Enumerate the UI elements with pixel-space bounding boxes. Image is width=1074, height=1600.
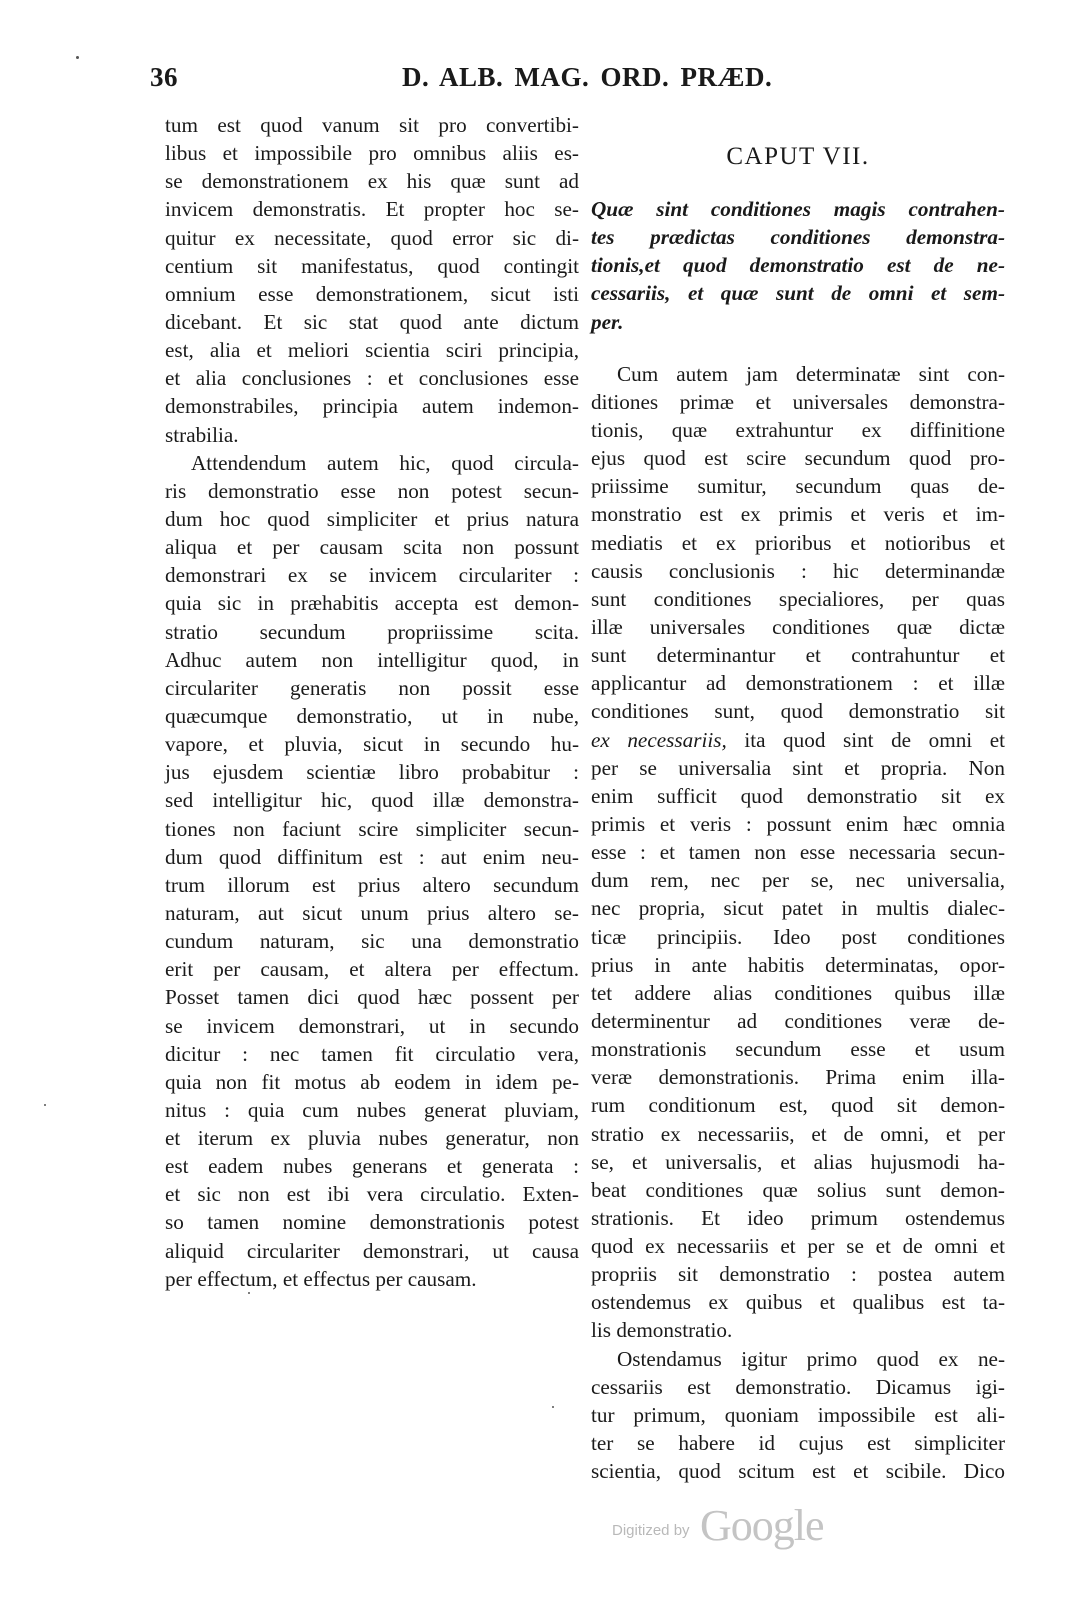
text-line: dicebant. Et sic stat quod ante dictum	[165, 309, 579, 334]
digitized-watermark	[612, 1500, 832, 1550]
text-line: scientia, quod scitum est et scibile. Dico	[591, 1459, 1005, 1484]
text-line: sed intelligitur hic, quod illæ demonstra-	[165, 788, 579, 813]
text-line: aliquid circulariter demonstrari, ut causa	[165, 1238, 579, 1263]
summary-line: Quæ sint conditiones magis contrahen-	[591, 197, 1005, 221]
scan-speck	[248, 1292, 250, 1294]
text-line: et sic non est ibi vera circulatio. Exten-	[165, 1182, 579, 1207]
text-line: illæ universales conditiones quæ dictæ	[591, 614, 1005, 639]
text-line: strabilia.	[165, 422, 239, 447]
text-line: Ostendamus igitur primo quod ex ne-	[617, 1346, 1005, 1371]
scan-speck	[552, 1406, 554, 1408]
google-logo: Google	[700, 1501, 824, 1550]
text-line: prius in ante habitis determinatas, opor-	[591, 952, 1005, 977]
text-line: tum est quod vanum sit pro convertibi-	[165, 113, 579, 137]
text-line: tur primum, quoniam impossibile est ali-	[591, 1402, 1005, 1427]
left-column	[165, 111, 579, 1293]
text-line: cessariis est demonstratio. Dicamus igi-	[591, 1374, 1005, 1399]
text-line: aliqua et per causam scita non possunt	[165, 535, 579, 560]
text-line: so tamen nomine demonstrationis potest	[165, 1210, 579, 1235]
text-line: conditiones sunt, quod demonstratio sit	[591, 699, 1005, 724]
text-line: quia sic in præhabitis accepta est demon-	[165, 591, 579, 616]
scan-speck	[44, 1104, 46, 1106]
text-line: nitus : quia cum nubes generat pluviam,	[165, 1097, 579, 1122]
text-line: priissime sumitur, secundum quas de-	[591, 474, 1005, 499]
text-line: tionis, quæ extrahuntur ex diffinitione	[591, 417, 1005, 442]
text-line: nec propria, sicut patet in multis dialec-	[591, 896, 1005, 921]
text-line: Adhuc autem non intelligitur quod, in	[165, 647, 579, 672]
text-line: quia non fit motus ab eodem in idem pe-	[165, 1069, 579, 1094]
watermark-prefix: Digitized by	[612, 1522, 690, 1539]
text-line: ejus quod est scire secundum quod pro-	[591, 446, 1005, 471]
text-line: quitur ex necessitate, quod error sic di-	[165, 225, 579, 250]
text-line: ris demonstratio esse non potest secun-	[165, 478, 579, 503]
text-line: Attendendum autem hic, quod circula-	[191, 450, 579, 475]
text-line: mediatis et ex prioribus et notioribus et	[591, 530, 1005, 555]
text-line: dum quod diffinitum est : aut enim neu-	[165, 844, 579, 869]
text-line: stratio ex necessariis, et de omni, et per	[591, 1121, 1005, 1146]
text-line: ostendemus ex quibus et qualibus est ta-	[591, 1290, 1005, 1315]
running-title: D. ALB. MAG. ORD. PRÆD.	[402, 62, 773, 92]
text-line: omnium esse demonstrationem, sicut isti	[165, 281, 579, 306]
text-line: demonstrabiles, principia autem indemon-	[165, 394, 579, 419]
text-line: beat conditiones quæ solius sunt demon-	[591, 1177, 1005, 1202]
text-line: est eadem nubes generans et generata :	[165, 1154, 579, 1179]
chapter-summary	[591, 195, 1005, 336]
text-line: veræ demonstrationis. Prima enim illa-	[591, 1065, 1005, 1090]
text-line: se, et universalis, et alias hujusmodi ha-	[591, 1149, 1005, 1174]
text-line: applicantur ad demonstrationem : et illæ	[591, 671, 1005, 696]
chapter-title: CAPUT VII.	[726, 143, 870, 170]
right-column	[591, 111, 1005, 1485]
text-line-with-italic	[591, 726, 1005, 754]
text-line: ticæ principiis. Ideo post conditiones	[591, 924, 1005, 949]
text-line: trum illorum est prius altero secundum	[165, 872, 579, 897]
text-line: stratio secundum propriissime scita.	[165, 619, 579, 644]
text-line: strationis. Et ideo primum ostendemus	[591, 1205, 1005, 1230]
text-line: circulariter generatis non possit esse	[165, 675, 579, 700]
text-line: invicem demonstratis. Et propter hoc se-	[165, 197, 579, 222]
text-line: quod ex necessariis et per se et de omni et	[591, 1234, 1005, 1259]
text-line: dum rem, nec per se, nec universalia,	[591, 868, 1005, 893]
text-line: esse : et tamen non esse necessaria secun-	[591, 840, 1005, 865]
text-line: per effectum, et effectus per causam.	[165, 1266, 477, 1291]
text-line: tet addere alias conditiones quibus illæ	[591, 980, 1005, 1005]
text-line: jus ejusdem scientiæ libro probabitur :	[165, 760, 579, 785]
running-head	[150, 62, 1008, 96]
scan-speck	[76, 56, 79, 59]
text-line: ter se habere id cujus est simpliciter	[591, 1431, 1005, 1456]
text-line: monstratio est ex primis et veris et im-	[591, 502, 1005, 527]
text-line: et alia conclusiones : et conclusiones esse	[165, 366, 579, 391]
text-line: determinentur ad conditiones veræ de-	[591, 1008, 1005, 1033]
summary-line: per.	[591, 309, 624, 334]
text-line: ditiones primæ et universales demonstra-	[591, 389, 1005, 414]
text-line: propriis sit demonstratio : postea autem	[591, 1262, 1005, 1287]
text-line: per se universalia sint et propria. Non	[591, 755, 1005, 780]
text-fragment: ita quod sint de omni et	[744, 727, 1005, 752]
text-line: dum hoc quod simpliciter et prius natura	[165, 506, 579, 531]
text-line: enim sufficit quod demonstratio sit ex	[591, 783, 1005, 808]
text-line: sunt conditiones specialiores, per quas	[591, 586, 1005, 611]
text-line: tiones non faciunt scire simpliciter secun-	[165, 816, 579, 841]
text-line: se invicem demonstrari, ut in secundo	[165, 1013, 579, 1038]
text-line: demonstrari ex se invicem circulariter :	[165, 563, 579, 588]
text-line: sunt determinantur et contrahuntur et	[591, 643, 1005, 668]
text-line: causis conclusionis : hic determinandæ	[591, 558, 1005, 583]
text-line: rum conditionum est, quod sit demon-	[591, 1093, 1005, 1118]
text-line: et iterum ex pluvia nubes generatur, non	[165, 1126, 579, 1151]
text-line: Cum autem jam determinatæ sint con-	[617, 361, 1005, 386]
text-line: quæcumque demonstratio, ut in nube,	[165, 703, 579, 728]
text-line: naturam, aut sicut unum prius altero se-	[165, 900, 579, 925]
text-line: est, alia et meliori scientia sciri principia,	[165, 338, 579, 363]
text-line: dicitur : nec tamen fit circulatio vera,	[165, 1041, 579, 1066]
summary-line: tes prædictas conditiones demonstra-	[591, 225, 1005, 250]
summary-line: tionis,et quod demonstratio est de ne-	[591, 253, 1005, 278]
text-line: Posset tamen dici quod hæc possent per	[165, 985, 579, 1010]
italic-phrase: ex necessariis,	[591, 727, 727, 752]
text-line: libus et impossibile pro omnibus aliis es-	[165, 141, 579, 166]
text-line: erit per causam, et altera per effectum.	[165, 957, 579, 982]
text-line: cundum naturam, sic una demonstratio	[165, 929, 579, 954]
text-line: centium sit manifestatus, quod contingit	[165, 253, 579, 278]
text-line: primis et veris : possunt enim hæc omnia	[591, 811, 1005, 836]
page-number: 36	[150, 62, 178, 92]
text-line: se demonstrationem ex his quæ sunt ad	[165, 169, 579, 194]
text-line: lis demonstratio.	[591, 1318, 733, 1343]
text-line: monstrationis secundum esse et usum	[591, 1037, 1005, 1062]
text-line: vapore, et pluvia, sicut in secundo hu-	[165, 732, 579, 757]
summary-line: cessariis, et quæ sunt de omni et sem-	[591, 281, 1005, 306]
